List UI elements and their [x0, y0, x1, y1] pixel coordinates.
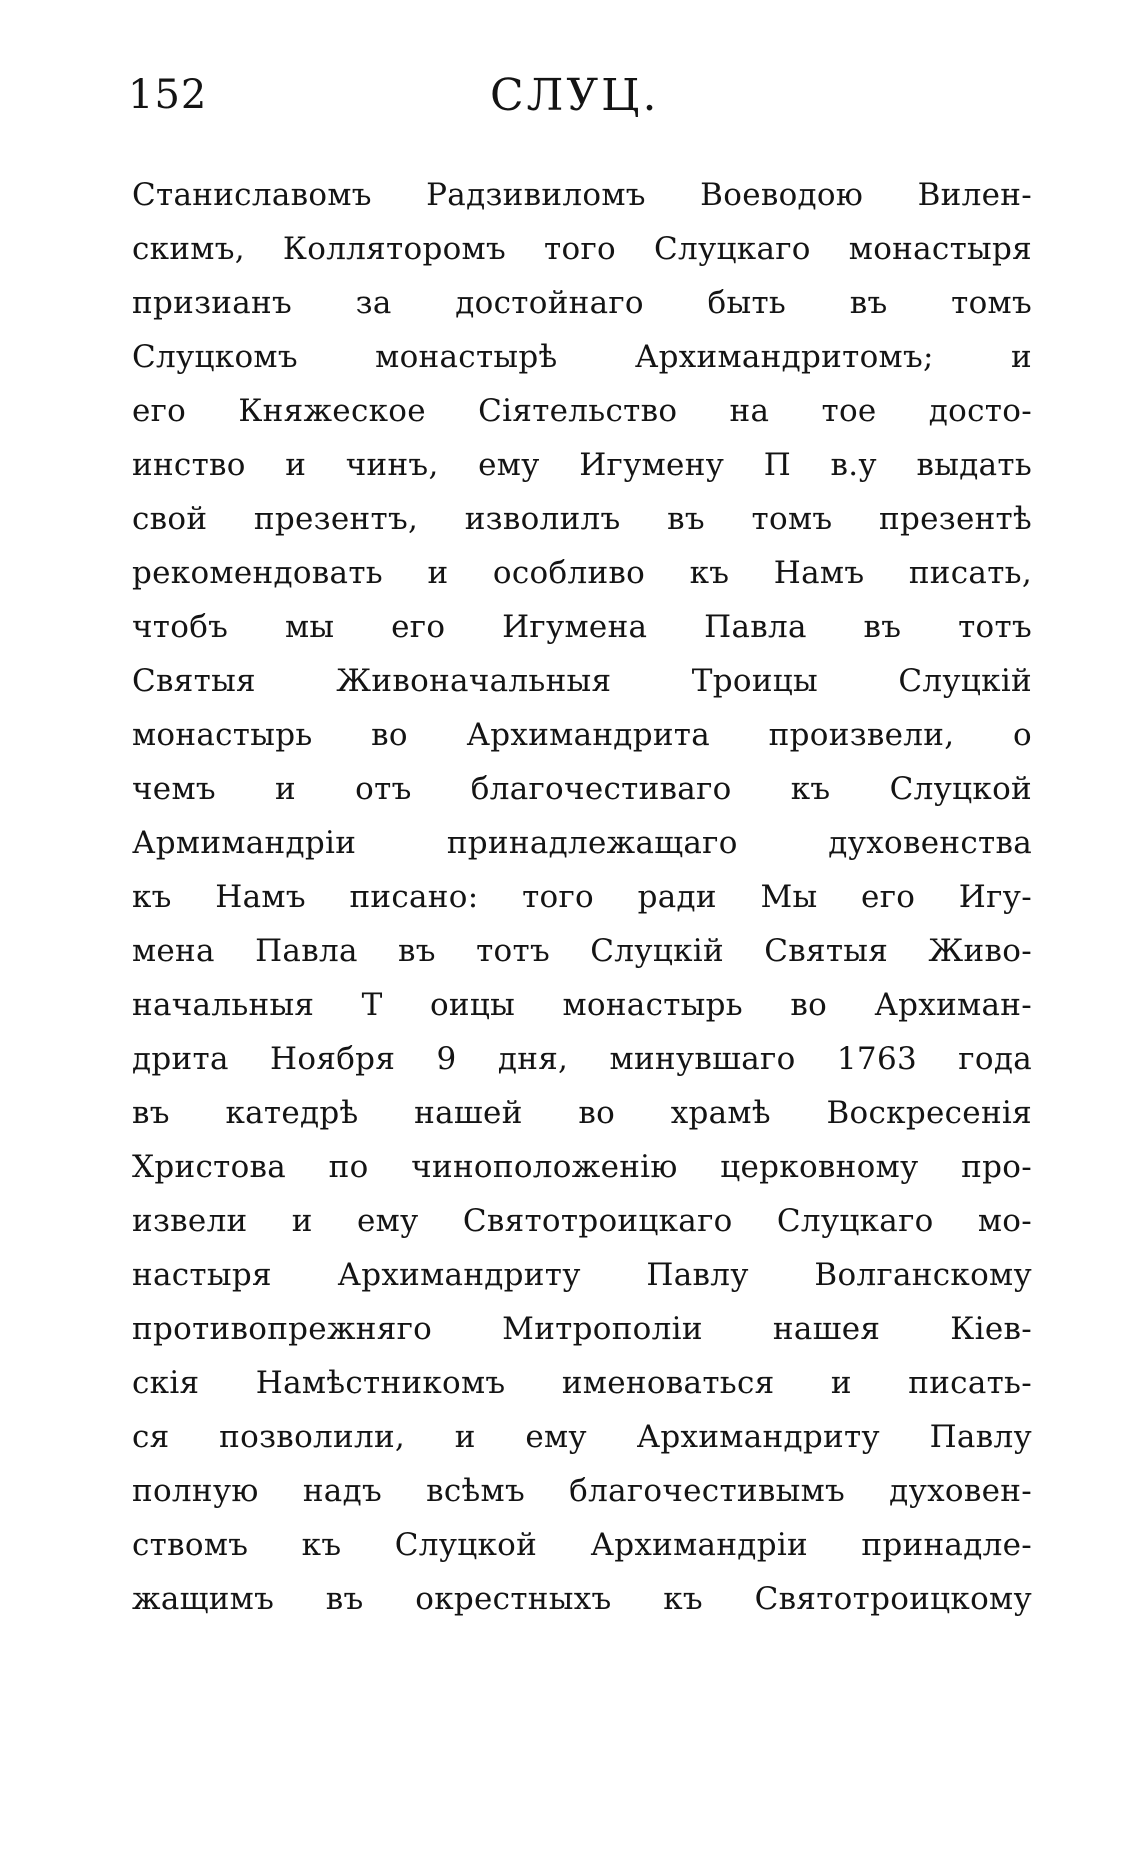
- text-line: чемъ и отъ благочестиваго къ Слуцкой: [132, 771, 1032, 807]
- text-line: мена Павла въ тотъ Слуцкій Святыя Живо-: [132, 933, 1032, 969]
- text-line: Армимандріи принадлежащаго духовенства: [132, 825, 1032, 861]
- text-line: противопрежняго Митрополіи нашея Кіев-: [132, 1311, 1032, 1347]
- text-line: настыря Архимандриту Павлу Волганскому: [132, 1257, 1032, 1293]
- text-line: Станиславомъ Радзивиломъ Воеводою Вилен-: [132, 177, 1032, 213]
- text-line: ствомъ къ Слуцкой Архимандріи принадле-: [132, 1527, 1032, 1563]
- text-line: монастырь во Архимандрита произвели, о: [132, 717, 1032, 753]
- text-line: начальныя Т оицы монастырь во Архиман-: [132, 987, 1032, 1023]
- body-text: [132, 168, 1032, 1626]
- text-line: чтобъ мы его Игумена Павла въ тотъ: [132, 609, 1032, 645]
- text-line: извели и ему Святотроицкаго Слуцкаго мо-: [132, 1203, 1032, 1239]
- text-line: Слуцкомъ монастырѣ Архимандритомъ; и: [132, 339, 1032, 375]
- running-title: СЛУЦ.: [490, 70, 660, 121]
- text-line: жащимъ въ окрестныхъ къ Святотроицкому: [132, 1581, 1032, 1617]
- text-line: скія Намѣстникомъ именоваться и писать-: [132, 1365, 1032, 1401]
- text-line: къ Намъ писано: того ради Мы его Игу-: [132, 879, 1032, 915]
- text-line: свой презентъ, изволилъ въ томъ презентѣ: [132, 501, 1032, 537]
- text-line: ся позволили, и ему Архимандриту Павлу: [132, 1419, 1032, 1455]
- text-line: инство и чинъ, ему Игумену П в.у выдать: [132, 447, 1032, 483]
- page-number: 152: [128, 72, 208, 118]
- text-line: призианъ за достойнаго быть въ томъ: [132, 285, 1032, 321]
- text-line: въ катедрѣ нашей во храмѣ Воскресенія: [132, 1095, 1032, 1131]
- text-line: полную надъ всѣмъ благочестивымъ духовен-: [132, 1473, 1032, 1509]
- text-line: Христова по чиноположенію церковному про-: [132, 1149, 1032, 1185]
- text-line: Святыя Живоначальныя Троицы Слуцкій: [132, 663, 1032, 699]
- text-line: его Княжеское Сіятельство на тое досто-: [132, 393, 1032, 429]
- text-line: дрита Ноября 9 дня, минувшаго 1763 года: [132, 1041, 1032, 1077]
- text-line: рекомендовать и особливо къ Намъ писать,: [132, 555, 1032, 591]
- text-line: скимъ, Колляторомъ того Слуцкаго монастыря: [132, 231, 1032, 267]
